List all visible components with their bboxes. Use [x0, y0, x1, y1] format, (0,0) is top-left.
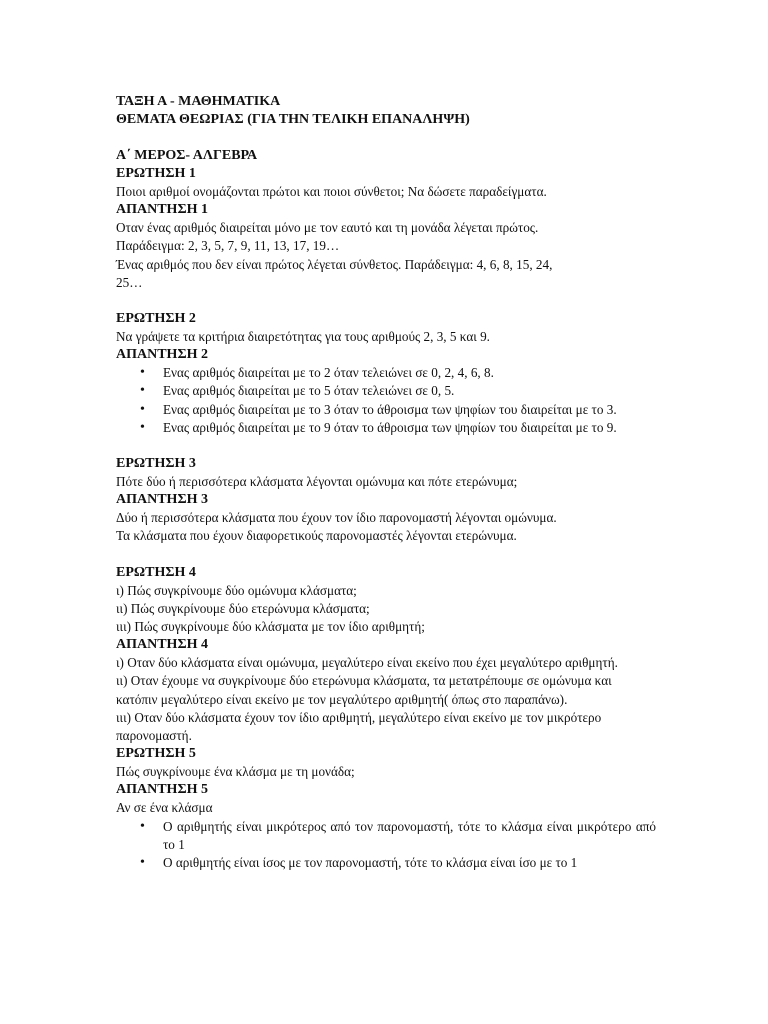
list-item: • Ενας αριθμός διαιρείται με το 9 όταν το άθροισμα των ψηφίων του διαιρείται με το 9. — [116, 419, 656, 437]
answer-3-line: Τα κλάσματα που έχουν διαφορετικούς παρονομαστές λέγονται ετερώνυμα. — [116, 528, 517, 544]
question-1-text: Ποιοι αριθμοί ονομάζονται πρώτοι και ποιοι σύνθετοι; Να δώσετε παραδείγματα. — [116, 184, 547, 199]
question-4-item: ι) Πώς συγκρίνουμε δύο ομώνυμα κλάσματα; — [116, 582, 357, 598]
answer-4-paragraph: ι) Οταν δύο κλάσματα είναι ομώνυμα, μεγαλύτερο είναι εκείνο που έχει μεγαλύτερο αριθμητή. — [116, 655, 618, 671]
list-item: • Ο αριθμητής είναι μικρότερος από τον παρονομαστή, τότε το κλάσμα είναι μικρότερο από το 1 — [116, 818, 656, 854]
answer-5-list — [116, 818, 656, 873]
answer-2-list — [116, 364, 656, 437]
answer-1-line: 25… — [116, 274, 143, 290]
answer-4-label: ΑΠΑΝΤΗΣΗ 4 — [116, 637, 208, 653]
answer-3-line: Δύο ή περισσότερα κλάσματα που έχουν τον ίδιο παρονομαστή λέγονται ομώνυμα. — [116, 510, 557, 526]
question-4-item: ιιι) Πώς συγκρίνουμε δύο κλάσματα με τον ίδιο αριθμητή; — [116, 619, 425, 635]
answer-1-line: Ένας αριθμός που δεν είναι πρώτος λέγεται σύνθετος. Παράδειγμα: 4, 6, 8, 15, 24, — [116, 256, 553, 272]
question-5-text: Πώς συγκρίνουμε ένα κλάσμα με τη μονάδα; — [116, 764, 355, 780]
answer-5-label: ΑΠΑΝΤΗΣΗ 5 — [116, 782, 208, 798]
question-5-label: ΕΡΩΤΗΣΗ 5 — [116, 746, 196, 762]
section-title: Α΄ ΜΕΡΟΣ- ΑΛΓΕΒΡΑ — [116, 148, 258, 163]
answer-1-label: ΑΠΑΝΤΗΣΗ 1 — [116, 202, 208, 218]
question-3-text: Πότε δύο ή περισσότερα κλάσματα λέγονται ομώνυμα και πότε ετερώνυμα; — [116, 474, 518, 490]
list-item: • Ο αριθμητής είναι ίσος με τον παρονομαστή, τότε το κλάσμα είναι ίσο με το 1 — [116, 854, 656, 872]
answer-4-paragraph: ιι) Οταν έχουμε να συγκρίνουμε δύο ετερώνυμα κλάσματα, τα μετατρέπουμε σε ομώνυμα και κατόπιν μεγαλύτερο είναι εκείνο με τον μεγαλύτερο αριθμητή( όπως στο παραπάνω). — [116, 673, 612, 707]
answer-3-label: ΑΠΑΝΤΗΣΗ 3 — [116, 492, 208, 508]
question-2-label: ΕΡΩΤΗΣΗ 2 — [116, 311, 196, 327]
answer-1-line: Οταν ένας αριθμός διαιρείται μόνο με τον εαυτό και τη μονάδα λέγεται πρώτος. — [116, 220, 539, 236]
question-3-label: ΕΡΩΤΗΣΗ 3 — [116, 456, 196, 472]
answer-1-line: Παράδειγμα: 2, 3, 5, 7, 9, 11, 13, 17, 19… — [116, 238, 340, 254]
list-item: • Ενας αριθμός διαιρείται με το 3 όταν το άθροισμα των ψηφίων του διαιρείται με το 3. — [116, 401, 656, 419]
document-content — [116, 93, 656, 872]
list-item: • Ενας αριθμός διαιρείται με το 2 όταν τελειώνει σε 0, 2, 4, 6, 8. — [116, 364, 656, 382]
answer-4-paragraph: ιιι) Οταν δύο κλάσματα έχουν τον ίδιο αριθμητή, μεγαλύτερο είναι εκείνο με τον μικρότερο παρονομαστή. — [116, 709, 602, 744]
answer-2-label: ΑΠΑΝΤΗΣΗ 2 — [116, 347, 208, 363]
question-4-label: ΕΡΩΤΗΣΗ 4 — [116, 564, 196, 580]
question-1-label: ΕΡΩΤΗΣΗ 1 — [116, 166, 196, 181]
answer-5-intro: Αν σε ένα κλάσμα — [116, 800, 213, 816]
question-2-text: Να γράψετε τα κριτήρια διαιρετότητας για τους αριθμούς 2, 3, 5 και 9. — [116, 329, 490, 345]
list-item: • Ενας αριθμός διαιρείται με το 5 όταν τελειώνει σε 0, 5. — [116, 382, 656, 400]
doc-title-line1: ΤΑΞΗ Α - ΜΑΘΗΜΑΤΙΚΑ — [116, 94, 281, 109]
doc-title-line2: ΘΕΜΑΤΑ ΘΕΩΡΙΑΣ (ΓΙΑ ΤΗΝ ΤΕΛΙΚΗ ΕΠΑΝΑΛΗΨΗ) — [116, 112, 470, 127]
question-4-item: ιι) Πώς συγκρίνουμε δύο ετερώνυμα κλάσματα; — [116, 600, 370, 616]
